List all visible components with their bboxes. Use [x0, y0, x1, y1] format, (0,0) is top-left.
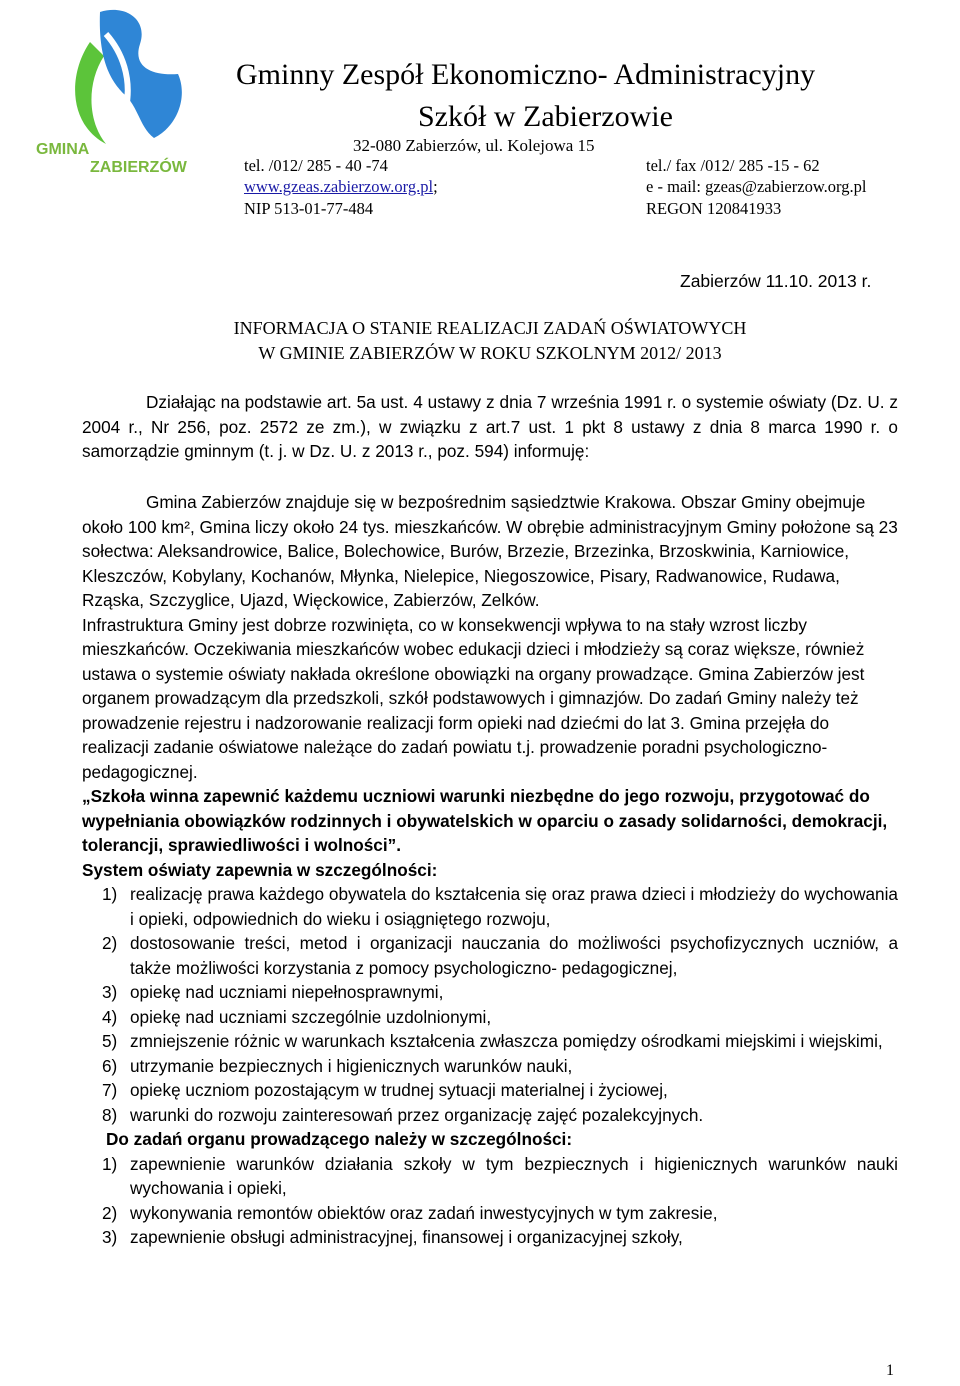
list-item-text: zmniejszenie różnic w warunkach kształcenia zwłaszcza pomiędzy ośrodkami miejskimi i wiejskimi,: [130, 1031, 883, 1051]
paragraph-infrastruktura: Infrastruktura Gminy jest dobrze rozwinięta, co w konsekwencji wpływa to na stały wzrost liczby mieszkańców. Oczekiwania mieszkańców wobec edukacji dzieci i młodzieży są coraz większe, również ustawa o systemie oświaty nakłada określone obowiązki na organy prowadzące. Gmina Zabierzów jest organem prowadzącym dla przedszkoli, szkół podstawowych i gimnazjów. Do zadań Gminy należy też prowadzenie rejestru i nadzorowanie realizacji form opieki nad dziećmi do lat 3. Gmina przejęła do realizacji zadanie oświatowe należące do zadań powiatu t.j. prowadzenie poradni psychologiczno- pedagogicznej.: [82, 614, 865, 782]
list-item-number: 4): [102, 1006, 118, 1027]
document-date: Zabierzów 11.10. 2013 r.: [680, 271, 872, 291]
list-item-text: opiekę nad uczniami szczególnie uzdolnionymi,: [130, 1006, 492, 1027]
system-list: [82, 882, 898, 1127]
website-line: [244, 177, 438, 197]
paragraph-gmina: Gmina Zabierzów znajduje się w bezpośrednim sąsiedztwie Krakowa. Obszar Gminy obejmuje około 100 km², Gmina liczy około 24 tys. mieszkańców. W obrębie administracyjnym Gminy położone są 23 sołectwa: Aleksandrowice, Balice, Bolechowice, Burów, Brzezie, Brzezinka, Brzoskwinia, Karniowice, Kleszczów, Kobylany, Kochanów, Młynka, Nielepice, Niegoszowice, Pisary, Radwanowice, Rudawa, Rząska, Szczyglice, Ujazd, Więckowice, Zabierzów, Zelków.: [82, 492, 898, 610]
list-item: [82, 1225, 898, 1250]
website-separator: ;: [433, 177, 438, 196]
document-title-line1: INFORMACJA O STANIE REALIZACJI ZADAŃ OŚWIATOWYCH: [233, 318, 747, 338]
document-title-line2: W GMINIE ZABIERZÓW W ROKU SZKOLNYM 2012/ 2013: [258, 343, 722, 363]
list-item: [82, 980, 898, 1005]
list-item-number: 2): [102, 933, 118, 953]
list-item-text: zapewnienie warunków działania szkoły w tym bezpiecznych i higienicznych warunków nauki wychowania i opieki,: [130, 1153, 898, 1198]
list-item: [82, 1005, 898, 1030]
list-item-text: realizację prawa każdego obywatela do kształcenia się oraz prawa dzieci i młodzieży do wychowania i opieki, odpowiednich do wieku i osiągniętego rozwoju,: [130, 884, 898, 929]
list-item-number: 6): [102, 1055, 118, 1076]
list-item-number: 7): [102, 1080, 118, 1100]
organ-heading: Do zadań organu prowadzącego należy w szczególności:: [106, 1129, 573, 1149]
gmina-zabierzow-logo: [28, 4, 208, 190]
org-address: 32-080 Zabierzów, ul. Kolejowa 15: [353, 136, 595, 155]
list-item: [82, 882, 898, 931]
logo-green-swoosh: [75, 42, 106, 144]
org-name-line1: Gminny Zespół Ekonomiczno- Administracyjny: [236, 58, 816, 91]
list-item-text: dostosowanie treści, metod i organizacji nauczania do możliwości psychofizycznych uczniów, a także możliwości korzystania z pomocy psychologiczno- pedagogicznej,: [130, 933, 898, 978]
list-item-number: 3): [102, 1227, 118, 1247]
list-item-number: 3): [102, 982, 118, 1002]
list-item-number: 2): [102, 1202, 118, 1223]
list-item-text: zapewnienie obsługi administracyjnej, finansowej i organizacyjnej szkoły,: [130, 1227, 683, 1247]
system-heading: System oświaty zapewnia w szczególności:: [82, 859, 438, 880]
list-item-text: opiekę uczniom pozostającym w trudnej sytuacji materialnej i życiowej,: [130, 1080, 668, 1100]
intro-block: [82, 390, 898, 464]
list-item: [82, 931, 898, 980]
page-number: 1: [886, 1362, 894, 1379]
list-item-number: 5): [102, 1031, 118, 1051]
email[interactable]: e - mail: gzeas@zabierzow.org.pl: [646, 177, 867, 196]
nip: NIP 513-01-77-484: [244, 199, 374, 218]
website-link[interactable]: www.gzeas.zabierzow.org.pl: [244, 177, 434, 196]
list-item-text: warunki do rozwoju zainteresowań przez organizację zajęć pozalekcyjnych.: [130, 1104, 704, 1125]
list-item: [82, 1152, 898, 1201]
list-item-text: utrzymanie bezpiecznych i higienicznych warunków nauki,: [130, 1055, 573, 1076]
list-item: [82, 1054, 898, 1079]
org-name-line2: Szkół w Zabierzowie: [418, 100, 673, 133]
list-item-text: wykonywania remontów obiektów oraz zadań inwestycyjnych w tym zakresie,: [130, 1202, 718, 1223]
logo-text-name: ZABIERZÓW: [90, 159, 187, 176]
main-body: [82, 490, 898, 1250]
logo-blue-shape: [100, 10, 182, 138]
list-item-number: 1): [102, 1153, 118, 1174]
list-item: [82, 1103, 898, 1128]
list-item-number: 1): [102, 884, 118, 904]
quote-paragraph: „Szkoła winna zapewnić każdemu uczniowi warunki niezbędne do jego rozwoju, przygotować do wypełniania obowiązków rodzinnych i obywatelskich w oparciu o zasady solidarności, demokracji, tolerancji, sprawiedliwości i wolności”.: [82, 786, 888, 855]
list-item: [82, 1029, 898, 1054]
list-item-text: opiekę nad uczniami niepełnosprawnymi,: [130, 982, 444, 1002]
list-item: [82, 1201, 898, 1226]
phone: tel. /012/ 285 - 40 -74: [244, 156, 388, 175]
regon: REGON 120841933: [646, 199, 782, 218]
organ-list: [82, 1152, 898, 1250]
list-item-number: 8): [102, 1104, 118, 1125]
fax: tel./ fax /012/ 285 -15 - 62: [646, 156, 820, 175]
list-item: [82, 1078, 898, 1103]
logo-graphic: [28, 4, 208, 190]
logo-text-gmina: GMINA: [36, 141, 90, 158]
intro-paragraph: Działając na podstawie art. 5a ust. 4 ustawy z dnia 7 września 1991 r. o systemie oświaty (Dz. U. z 2004 r., Nr 256, poz. 2572 ze zm.), w związku z art.7 ust. 1 pkt 8 ustawy z dnia 8 marca 1990 r. o samorządzie gminnym (t. j. w Dz. U. z 2013 r., poz. 594) informuję:: [82, 392, 898, 461]
